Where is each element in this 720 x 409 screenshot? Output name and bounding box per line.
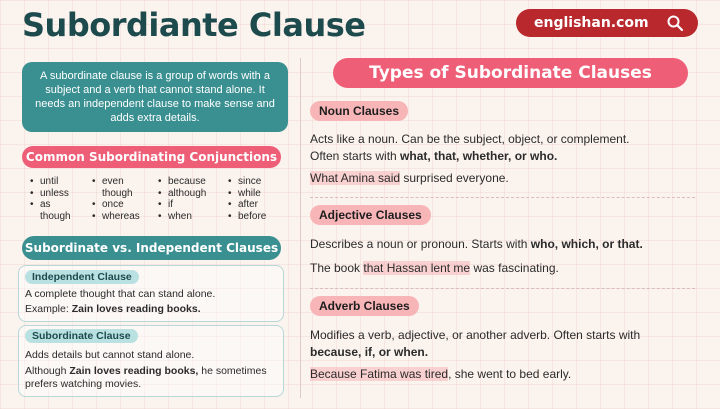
example-rest: , she went to bed early.: [448, 367, 572, 381]
section-separator: [310, 197, 695, 198]
comparison-title: Subordinate vs. Independent Clauses: [22, 236, 281, 260]
noun-clauses-starts: [310, 148, 557, 165]
independent-clause-example: [25, 303, 201, 317]
highlighted-clause: that Hassan lent me: [363, 261, 471, 275]
intro-box: [22, 62, 288, 132]
conjunction: • whereas: [92, 211, 140, 223]
highlighted-clause: Because Fatima was tired: [310, 367, 449, 381]
conjunction: • although: [158, 188, 206, 200]
conjunction: • unless: [30, 188, 71, 200]
intro-text: A subordinate clause is a group of words with a subject and a verb that cannot stand alone. It needs an independent clause to make sense and adds extra details.: [35, 70, 275, 124]
subordinate-clause-box: [18, 325, 284, 397]
example-bold: Zain loves reading books,: [69, 365, 199, 377]
section-separator: [310, 288, 695, 289]
types-title: Types of Subordinate Clauses: [333, 58, 688, 88]
starts-prefix: Often starts with: [310, 149, 401, 163]
conjunction: • since: [228, 176, 266, 188]
starts-words: because, if, or when.: [310, 345, 429, 359]
conjunction: though: [40, 210, 71, 222]
conjunctions-grid: [30, 176, 285, 230]
independent-clause-label: Independent Clause: [25, 270, 139, 284]
example-rest: was fascinating.: [470, 261, 559, 275]
example-prefix: Example:: [25, 303, 72, 315]
conjunction: • while: [228, 188, 266, 200]
conjunction-column-1: [30, 176, 71, 222]
conjunction: • before: [228, 211, 266, 223]
conjunction-column-2: [92, 176, 140, 222]
conjunction: • if: [158, 199, 206, 211]
conjunction: • until: [30, 176, 71, 188]
subordinate-clause-label: Subordinate Clause: [25, 329, 138, 343]
adverb-clauses-starts: [310, 344, 428, 361]
conjunction: though: [102, 187, 133, 199]
highlighted-clause: What Amina said: [310, 171, 401, 185]
adjective-clauses-label: Adjective Clauses: [310, 205, 431, 225]
example-rest: surprised everyone.: [400, 171, 509, 185]
adverb-clauses-example: [310, 366, 571, 383]
noun-clauses-example: [310, 170, 509, 187]
adjective-clauses-desc: [310, 236, 643, 253]
site-badge[interactable]: [516, 9, 698, 37]
conjunction: • once: [92, 199, 140, 211]
subordinate-clause-example-cont: prefers watching movies.: [25, 378, 142, 390]
noun-clauses-label: Noun Clauses: [310, 101, 408, 121]
independent-clause-desc: A complete thought that can stand alone.: [25, 288, 216, 300]
desc-prefix: Describes a noun or pronoun. Starts with: [310, 237, 531, 251]
adverb-clauses-label: Adverb Clauses: [310, 296, 419, 316]
example-prefix: The book: [310, 261, 364, 275]
example-sentence: Zain loves reading books.: [71, 303, 201, 315]
starts-words: who, which, or that.: [530, 237, 643, 251]
independent-clause-box: [18, 265, 284, 322]
conjunction: • because: [158, 176, 206, 188]
conjunction-column-4: [228, 176, 266, 222]
starts-words: what, that, whether, or who.: [400, 149, 558, 163]
subordinate-clause-example: [25, 365, 267, 379]
conjunction: • after: [228, 199, 266, 211]
noun-clauses-desc: Acts like a noun. Can be the subject, object, or complement.: [310, 132, 630, 146]
column-divider: [300, 58, 301, 398]
site-name: englishan.com: [534, 15, 649, 31]
subordinate-clause-desc: Adds details but cannot stand alone.: [25, 349, 195, 361]
example-prefix: Although: [25, 365, 70, 377]
adjective-clauses-example: [310, 260, 559, 277]
conjunctions-title: Common Subordinating Conjunctions: [22, 146, 281, 168]
example-rest: he sometimes: [198, 365, 267, 377]
conjunction: • as: [30, 199, 71, 211]
page-title: Subordiante Clause: [22, 6, 366, 44]
conjunction-column-3: [158, 176, 206, 222]
conjunction: • when: [158, 211, 206, 223]
conjunction: • even: [92, 176, 140, 188]
adverb-clauses-desc: Modifies a verb, adjective, or another adverb. Often starts with: [310, 328, 641, 342]
search-icon[interactable]: [666, 14, 684, 32]
